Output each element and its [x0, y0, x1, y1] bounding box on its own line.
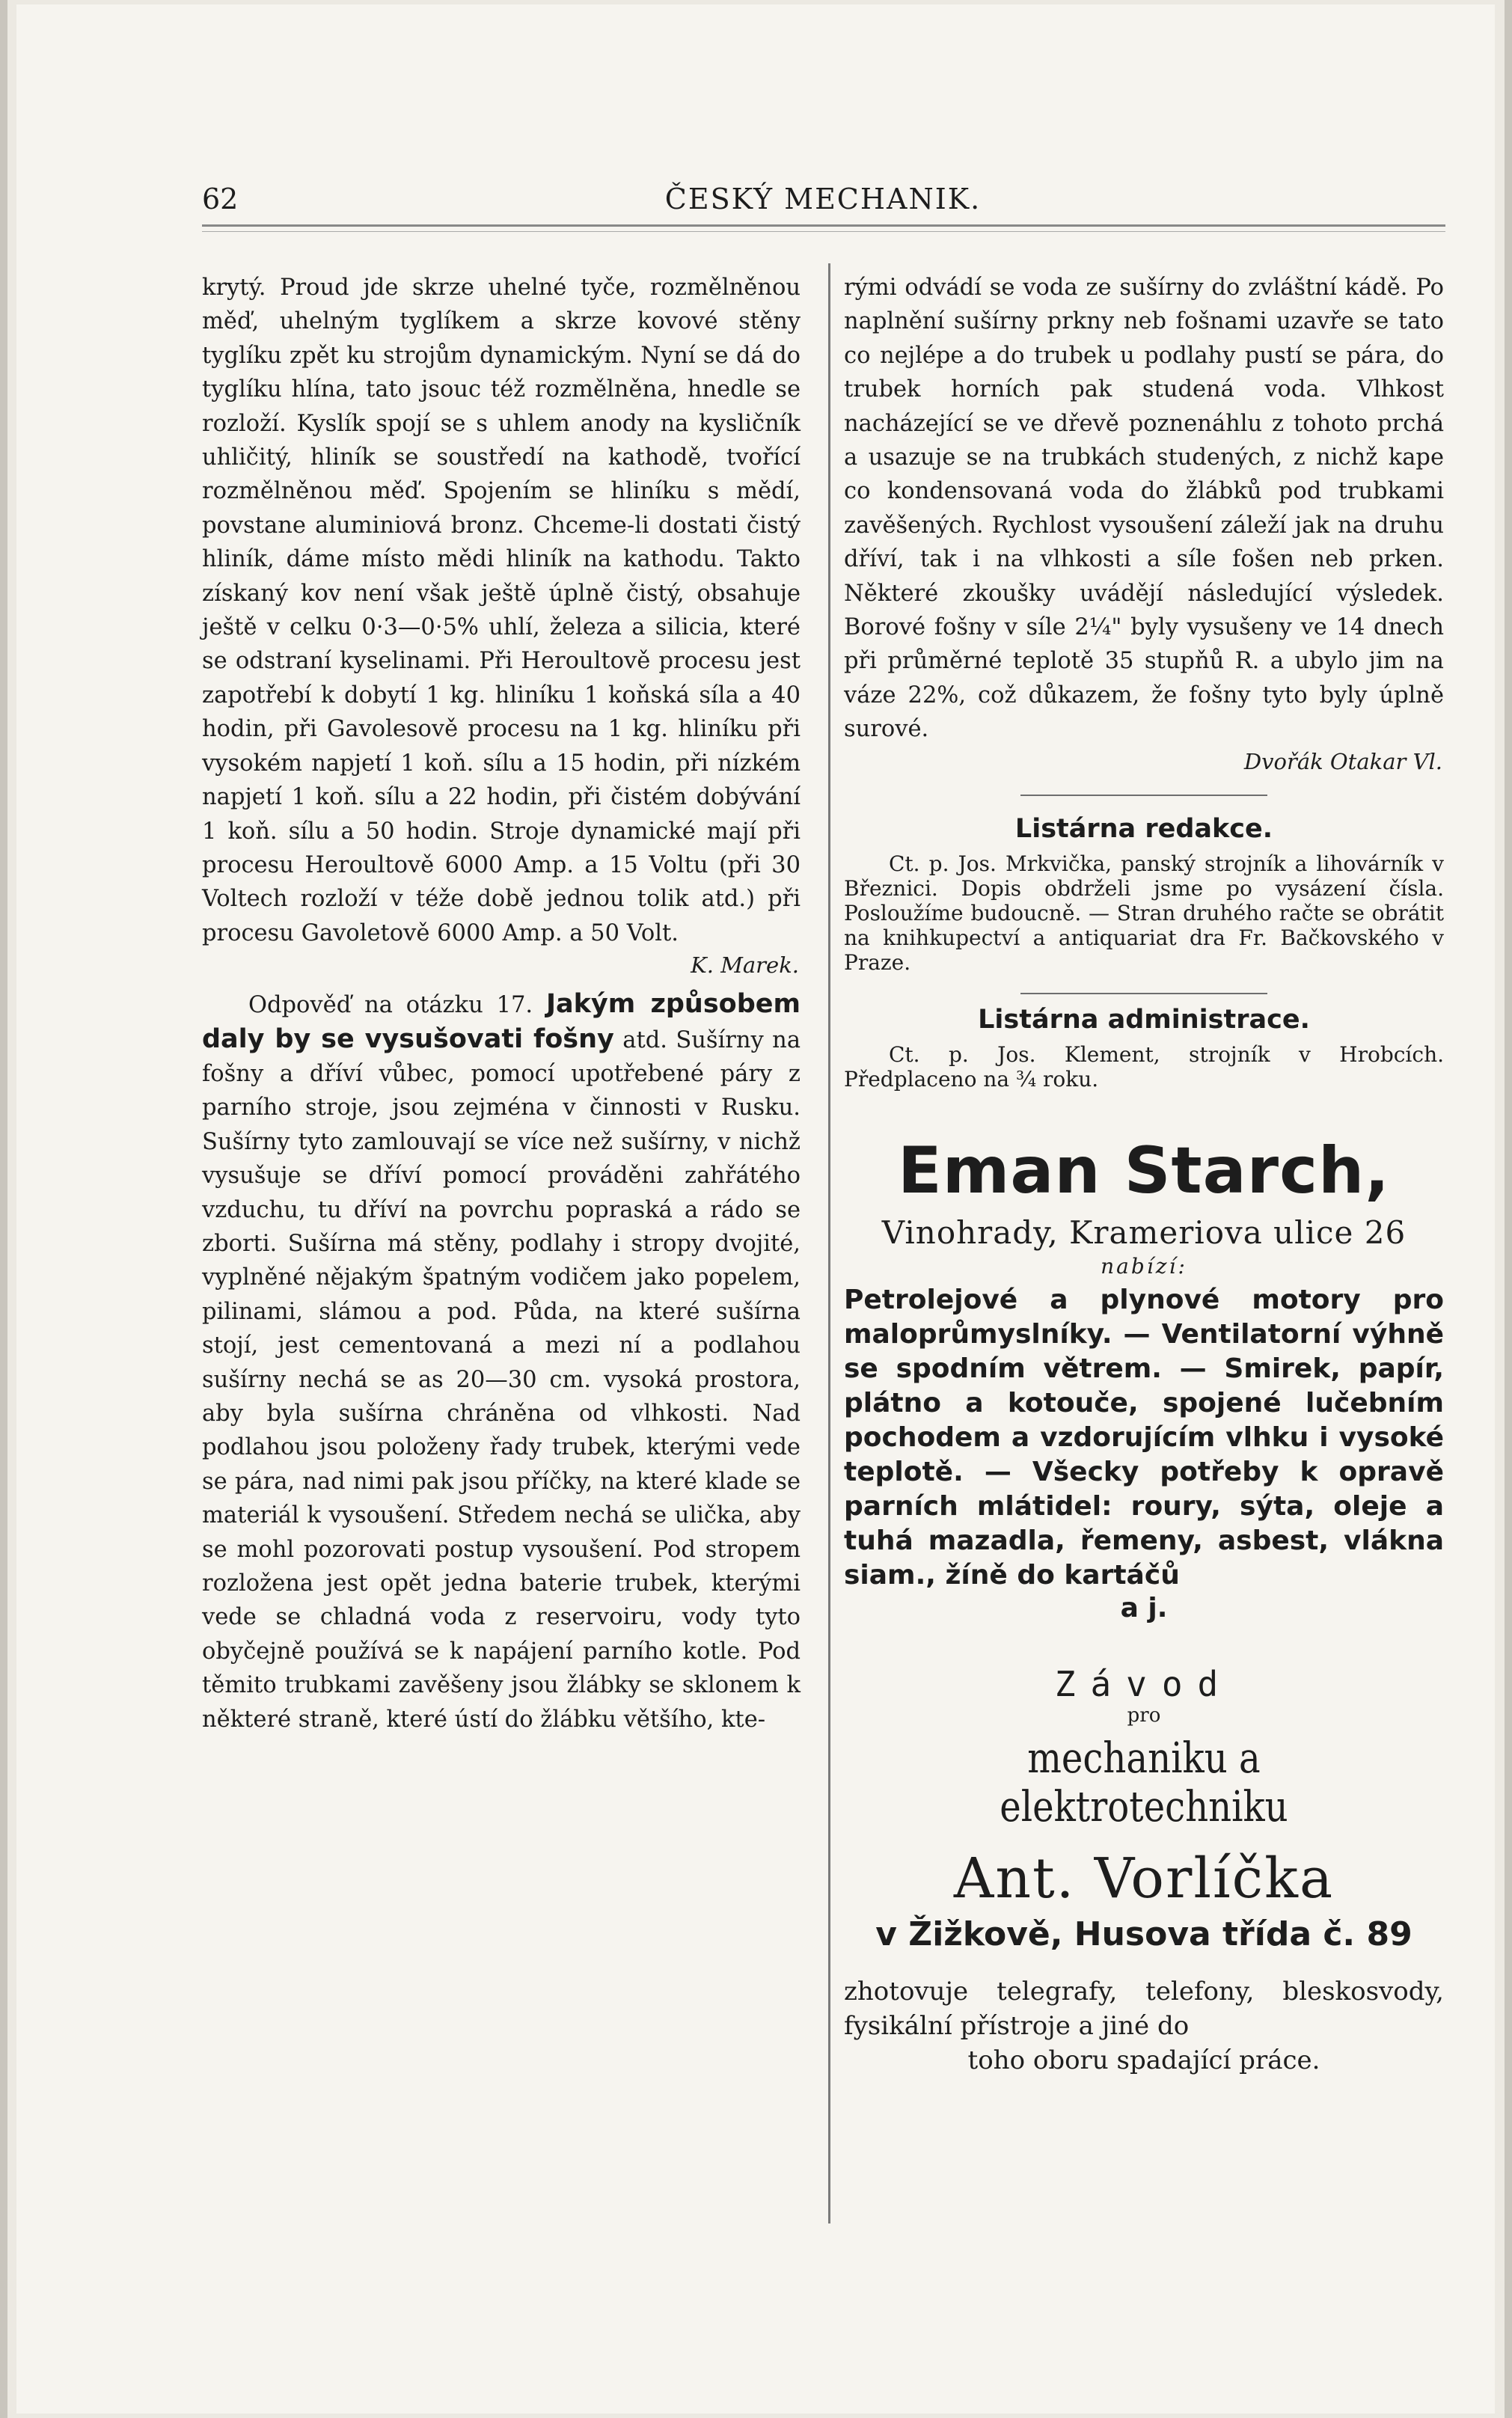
- answer-text: atd. Sušírny na fošny a dříví vůbec, pomocí upotřebené páry z parního stroje, jsou zejména v činnosti v Rusku. Sušírny tyto zamlouvají se více než sušírny, v nichž vysušuje se dříví pomocí prováděni zahřátého vzduchu, tu dříví na povrchu popraská a rádo se zborti. Sušírna má stěny, podlahy i stropy dvojité, vyplněné nějakým špatným vodičem jako popelem, pilinami, slámou a pod. Půda, na které sušírna stojí, jest cementovaná a mezi ní a podlahou sušírny nechá se as 20—30 cm. vysoká prostora, aby byla sušírna chráněna od vlhkosti. Nad podlahou jsou položeny řady trubek, kterými vede se pára, nad nimi pak jsou příčky, na které klade se materiál k vysoušení. Středem nechá se ulička, aby se mohl pozorovati postup vysoušení. Pod stropem rozložena jest opět jedna baterie trubek, kterými vede se chladná voda z reservoiru, vody tyto obyčejně používá se k napájení parního kotle. Pod těmito trubkami zavěšeny jsou žlábky se sklonem k některé straně, které ústí do žlábku většího, kte-: [202, 1026, 801, 1733]
- answer-intro: Odpověď na otázku 17.: [248, 992, 533, 1019]
- section-rule: [1020, 993, 1267, 994]
- page-number: 62: [202, 183, 239, 215]
- continued-signature: Dvořák Otakar Vl.: [1243, 748, 1442, 774]
- scan-edge-left: [0, 0, 7, 2418]
- ad-vorlicka-owner: Ant. Vorlíčka: [953, 1846, 1335, 1911]
- left-column: [202, 271, 801, 1736]
- right-column: [844, 271, 1444, 2078]
- ad-starch-address: Vinohrady, Krameriova ulice 26: [881, 1213, 1407, 1251]
- ad-vorlicka-text-tail: toho oboru spadající práce.: [967, 2045, 1320, 2075]
- article-signature: K. Marek.: [691, 952, 799, 979]
- section-text-redakce: Ct. p. Jos. Mrkvička, panský strojník a lihovárník v Březnici. Dopis obdrželi jsme po vysázení čísla. Posloužíme budoucně. — Stran druhého račte se obrátit na knihkupectví a antiquariat dra Fr. Bačkovského v Praze.: [844, 851, 1444, 975]
- section-rule: [1020, 795, 1267, 796]
- section-title-administrace: Listárna administrace.: [978, 1004, 1310, 1035]
- ad-vorlicka-line: mechaniku a elektrotechniku: [1000, 1733, 1288, 1831]
- answer-paragraph: [202, 988, 801, 1736]
- scan-edge-right: [1505, 0, 1512, 2418]
- page-header: [202, 177, 1444, 221]
- ad-vorlicka-location: v Žižkově, Husova třída č. 89: [875, 1914, 1412, 1953]
- section-text-administrace: Ct. p. Jos. Klement, strojník v Hrobcích. Předplaceno na ¾ roku.: [844, 1041, 1444, 1092]
- ad-vorlicka-text: zhotovuje telegrafy, telefony, bleskosvody, fysikální přístroje a jiné do: [844, 1976, 1444, 2041]
- continued-text: rými odvádí se voda ze sušírny do zvláštní kádě. Po naplnění sušírny prkny neb fošnami uzavře se tato co nejlépe a do trubek u podlahy pustí se pára, do trubek horních pak studená voda. Vlhkost nacházející se ve dřevě poznenáhlu z tohoto prchá a usazuje se na trubkách studených, z nichž kape co kondensovaná voda do žlábků pod trubkami zavěšených. Rychlost vysoušení záleží jak na druhu dříví, tak i na vlhkosti a síle fošen neb prken. Některé zkoušky uvádějí následující výsledek. Borové fošny v síle 2¼" byly vysušeny ve 14 dnech při průměrné teplotě 35 stupňů R. a ubylo jim na váze 22%, což důkazem, že fošny tyto byly úplně surové.: [844, 275, 1444, 743]
- ad-vorlicka-pro: pro: [1127, 1704, 1161, 1727]
- article-text: krytý. Proud jde skrze uhelné tyče, rozmělněnou měď, uhelným tyglíkem a skrze kovové stěny tyglíku zpět ku strojům dynamickým. Nyní se dá do tyglíku hlína, tato jsouc též rozmělněna, hnedle se rozloží. Kyslík spojí se s uhlem anody na kysličník uhličitý, hliník se soustředí na kathodě, tvořící rozmělněnou měď. Spojením se hliníku s mědí, povstane aluminiová bronz. Chceme-li dostati čistý hliník, dáme místo mědi hliník na kathodu. Takto získaný kov není však ještě úplně čistý, obsahuje ještě v celku 0·3—0·5% uhlí, železa a silicia, které se odstraní kyselinami. Při Heroultově procesu jest zapotřebí k dobytí 1 kg. hliníku 1 koňská síla a 40 hodin, při Gavolesově procesu na 1 kg. hliníku při vysokém napjetí 1 koň. sílu a 15 hodin, při nízkém napjetí 1 koň. sílu a 22 hodin, při čistém dobývání 1 koň. sílu a 50 hodin. Stroje dynamické mají při procesu Heroultově 6000 Amp. a 15 Voltu (při 30 Voltech rozloží v téže době jednou tolik atd.) při procesu Gavoletově 6000 Amp. a 50 Volt.: [202, 275, 801, 946]
- header-rule: [202, 224, 1445, 227]
- header-rule-thin: [202, 231, 1445, 232]
- section-title-redakce: Listárna redakce.: [1014, 813, 1273, 844]
- answer-question: Jakým způsobem daly by se vysušovati fošny: [202, 989, 801, 1054]
- ad-starch-goods: Petrolejové a plynové motory pro maloprůmyslníky. — Ventilatorní výhně se spodním větrem. — Smirek, papír, plátno a kotouče, spojené lučebním pochodem a vzdorujícím vlhku i vysoké teplotě. — Všecky potřeby k opravě parních mlátidel: roury, sýta, oleje a tuhá mazadla, řemeny, asbest, vlákna siam., žíně do kartáčů: [844, 1284, 1444, 1591]
- ad-vorlicka-heading: Závod: [1054, 1663, 1234, 1704]
- ad-starch-offers: nabízí:: [1101, 1253, 1187, 1279]
- column-divider: [828, 263, 830, 2223]
- ad-starch-goods-tail: a j.: [1120, 1592, 1168, 1623]
- running-title: ČESKÝ MECHANIK.: [664, 183, 982, 215]
- ad-starch-name: Eman Starch,: [898, 1133, 1390, 1208]
